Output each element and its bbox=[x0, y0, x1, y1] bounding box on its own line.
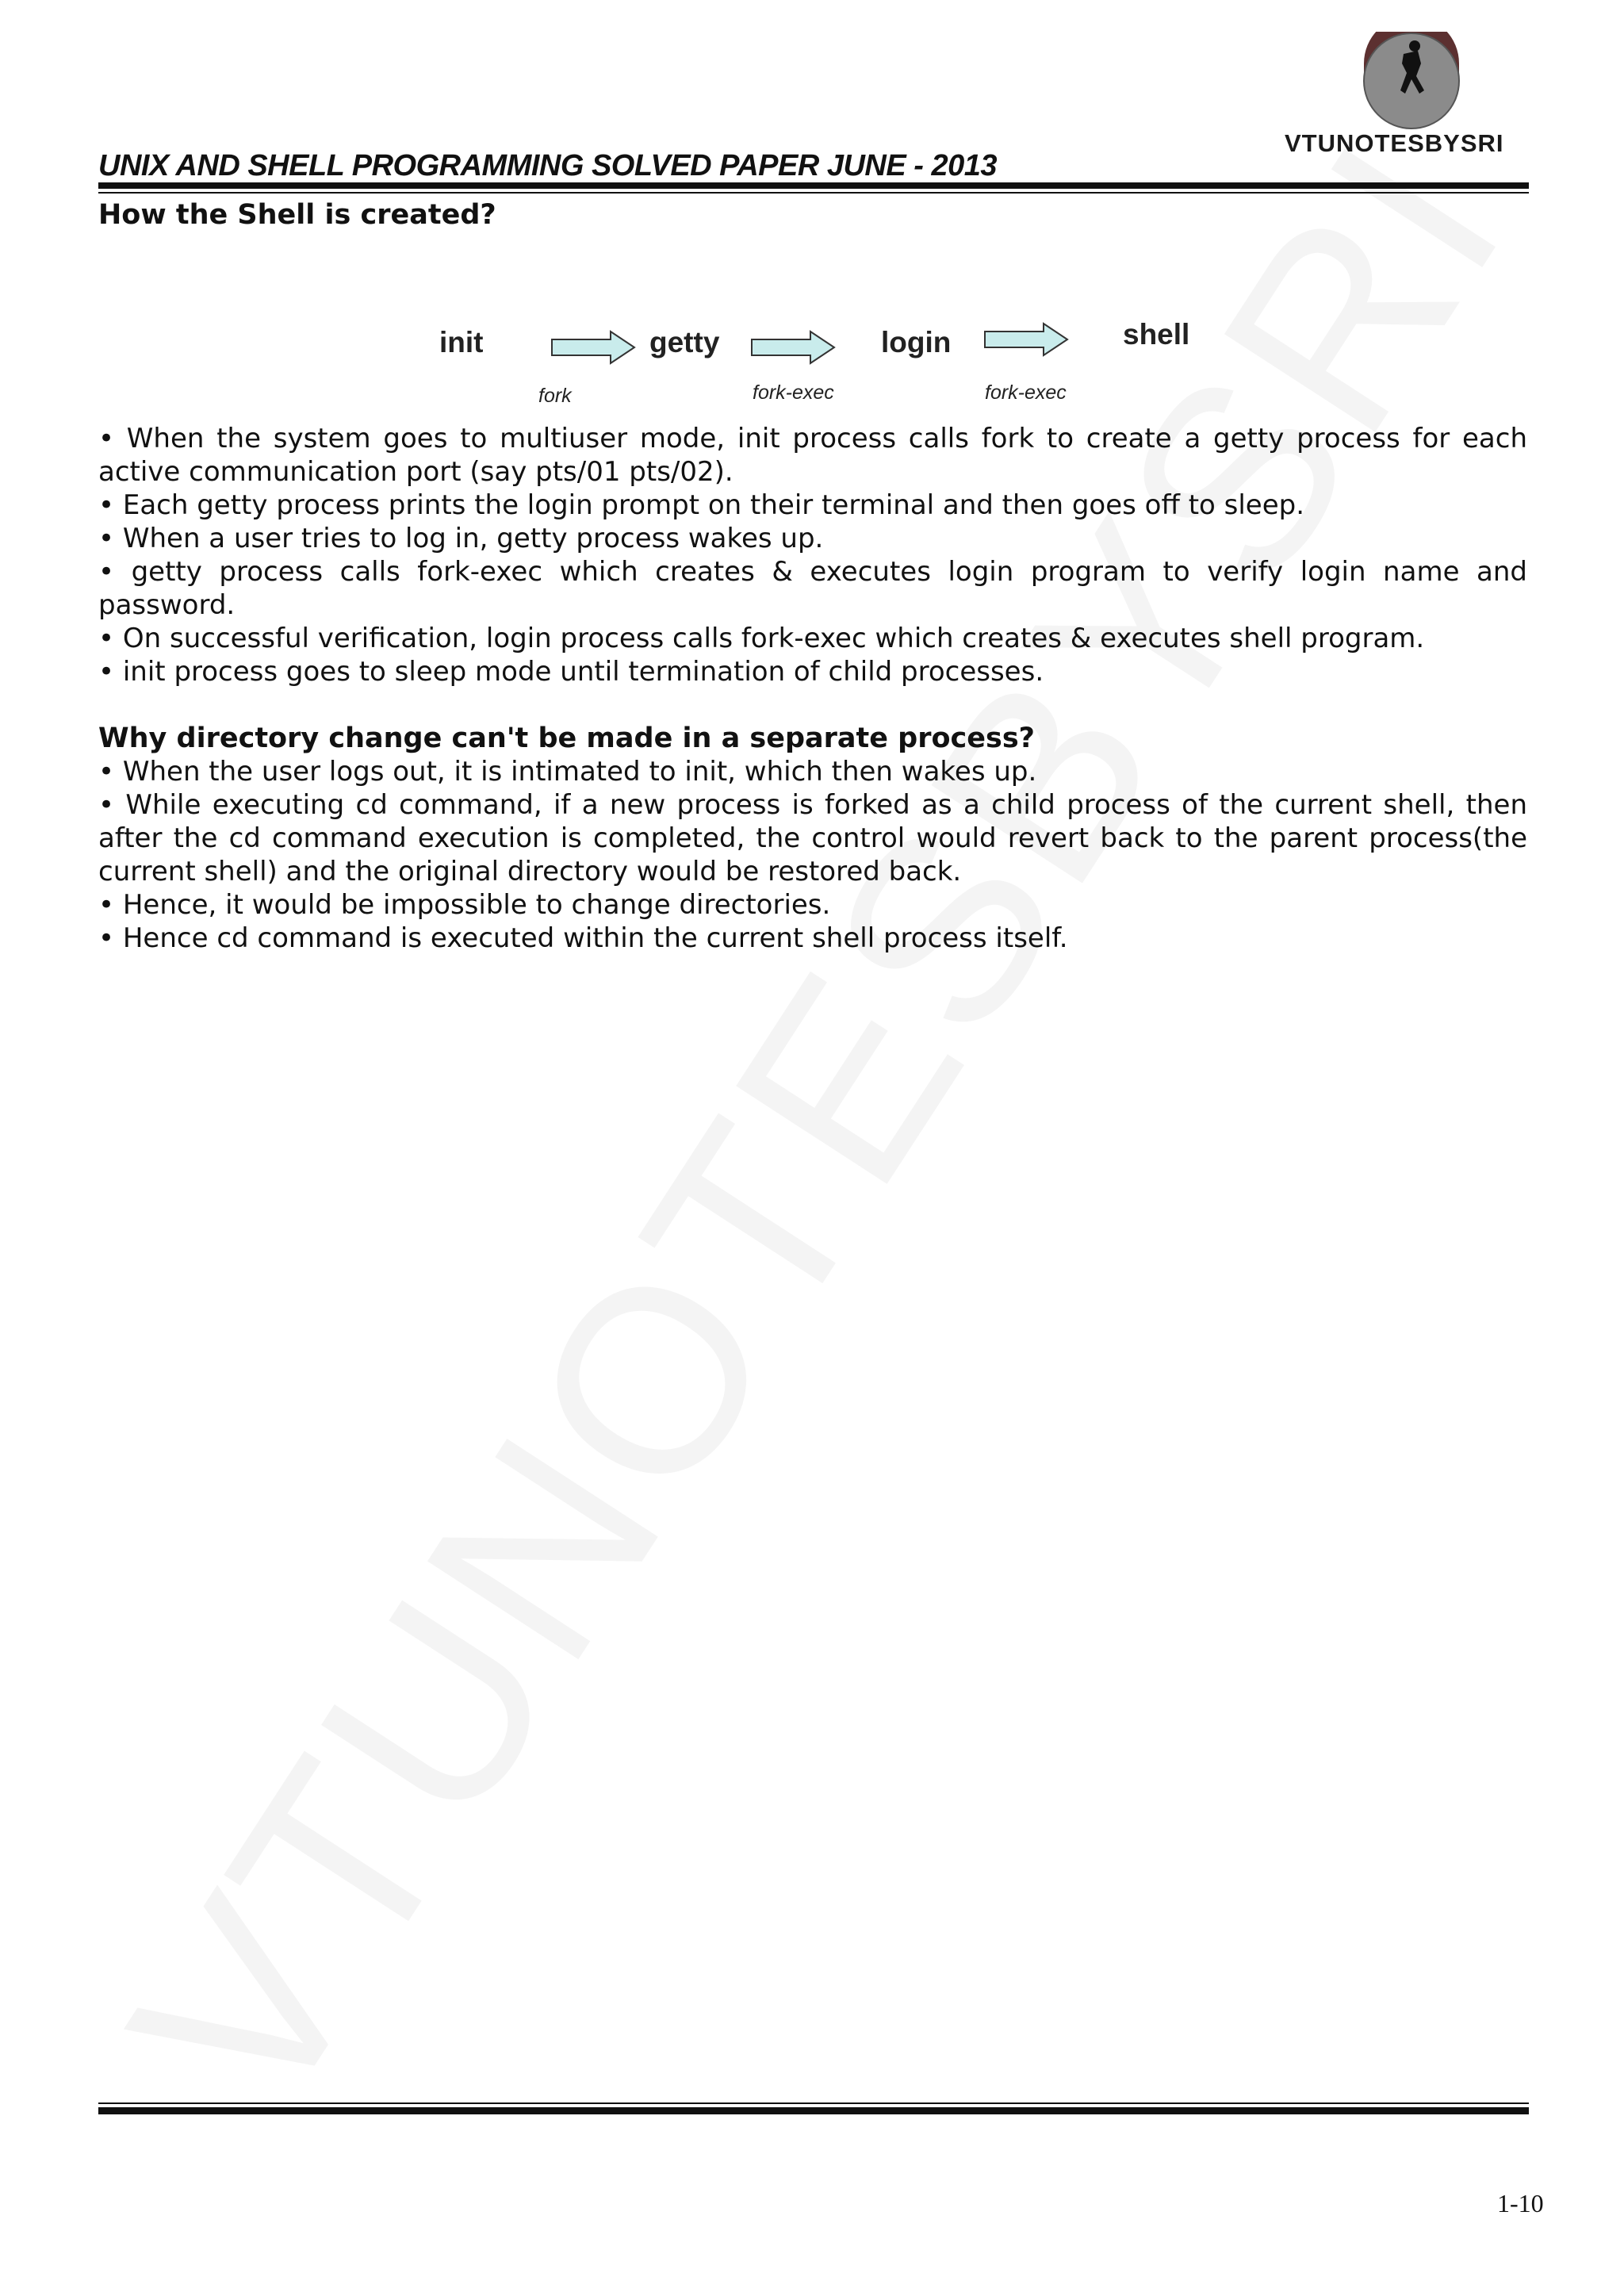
section-heading-shell-creation: How the Shell is created? bbox=[98, 199, 496, 231]
arrow-right-icon bbox=[750, 330, 837, 365]
list-item: • Hence, it would be impossible to change directories. bbox=[98, 889, 831, 921]
diagram-node-getty: getty bbox=[649, 326, 720, 358]
logo bbox=[1285, 32, 1504, 157]
list-item: • When a user tries to log in, getty process wakes up. bbox=[98, 523, 824, 554]
list-item: • On successful verification, login process calls fork-exec which creates & executes shell program. bbox=[98, 623, 1425, 654]
section-heading-directory-change: Why directory change can't be made in a separate process? bbox=[98, 723, 1035, 754]
diagram-edge-label: fork-exec bbox=[753, 381, 834, 404]
list-item: • getty process calls fork-exec which creates & executes login program to verify login name and password. bbox=[98, 556, 1527, 621]
diagram-edge-label: fork bbox=[538, 385, 572, 407]
footer-rule-thin bbox=[98, 2102, 1529, 2104]
shell-creation-diagram bbox=[98, 243, 1527, 422]
diagram-node-shell: shell bbox=[1123, 318, 1190, 351]
diagram-edge-label: fork-exec bbox=[985, 381, 1067, 404]
list-item: • When the system goes to multiuser mode, init process calls fork to create a getty process for each active communication port (say pts/01 pts/02). bbox=[98, 423, 1527, 488]
footer-rule bbox=[98, 2107, 1529, 2114]
document-title: UNIX AND SHELL PROGRAMMING SOLVED PAPER JUNE - 2013 bbox=[98, 149, 997, 182]
page-number: 1-10 bbox=[1497, 2189, 1544, 2217]
list-item: • When the user logs out, it is intimated to init, which then wakes up. bbox=[98, 756, 1037, 788]
list-item: • Hence cd command is executed within the current shell process itself. bbox=[98, 922, 1068, 954]
list-item: • Each getty process prints the login prompt on their terminal and then goes off to sleep. bbox=[98, 489, 1305, 521]
header-rule-thin bbox=[98, 192, 1529, 194]
arrow-right-icon bbox=[983, 322, 1071, 357]
climber-logo-icon bbox=[1362, 32, 1461, 131]
list-item: • init process goes to sleep mode until termination of child processes. bbox=[98, 656, 1044, 688]
page-content bbox=[98, 198, 1527, 955]
arrow-right-icon bbox=[550, 330, 638, 365]
diagram-node-login: login bbox=[881, 326, 952, 358]
list-item: • While executing cd command, if a new process is forked as a child process of the current shell, then after the cd command execution is completed, the control would revert back to the parent process(the current shell) and the original directory would be restored back. bbox=[98, 789, 1527, 887]
logo-text: VTUNOTESBYSRI bbox=[1285, 129, 1504, 157]
diagram-node-init: init bbox=[439, 326, 484, 358]
header-rule bbox=[98, 182, 1529, 189]
